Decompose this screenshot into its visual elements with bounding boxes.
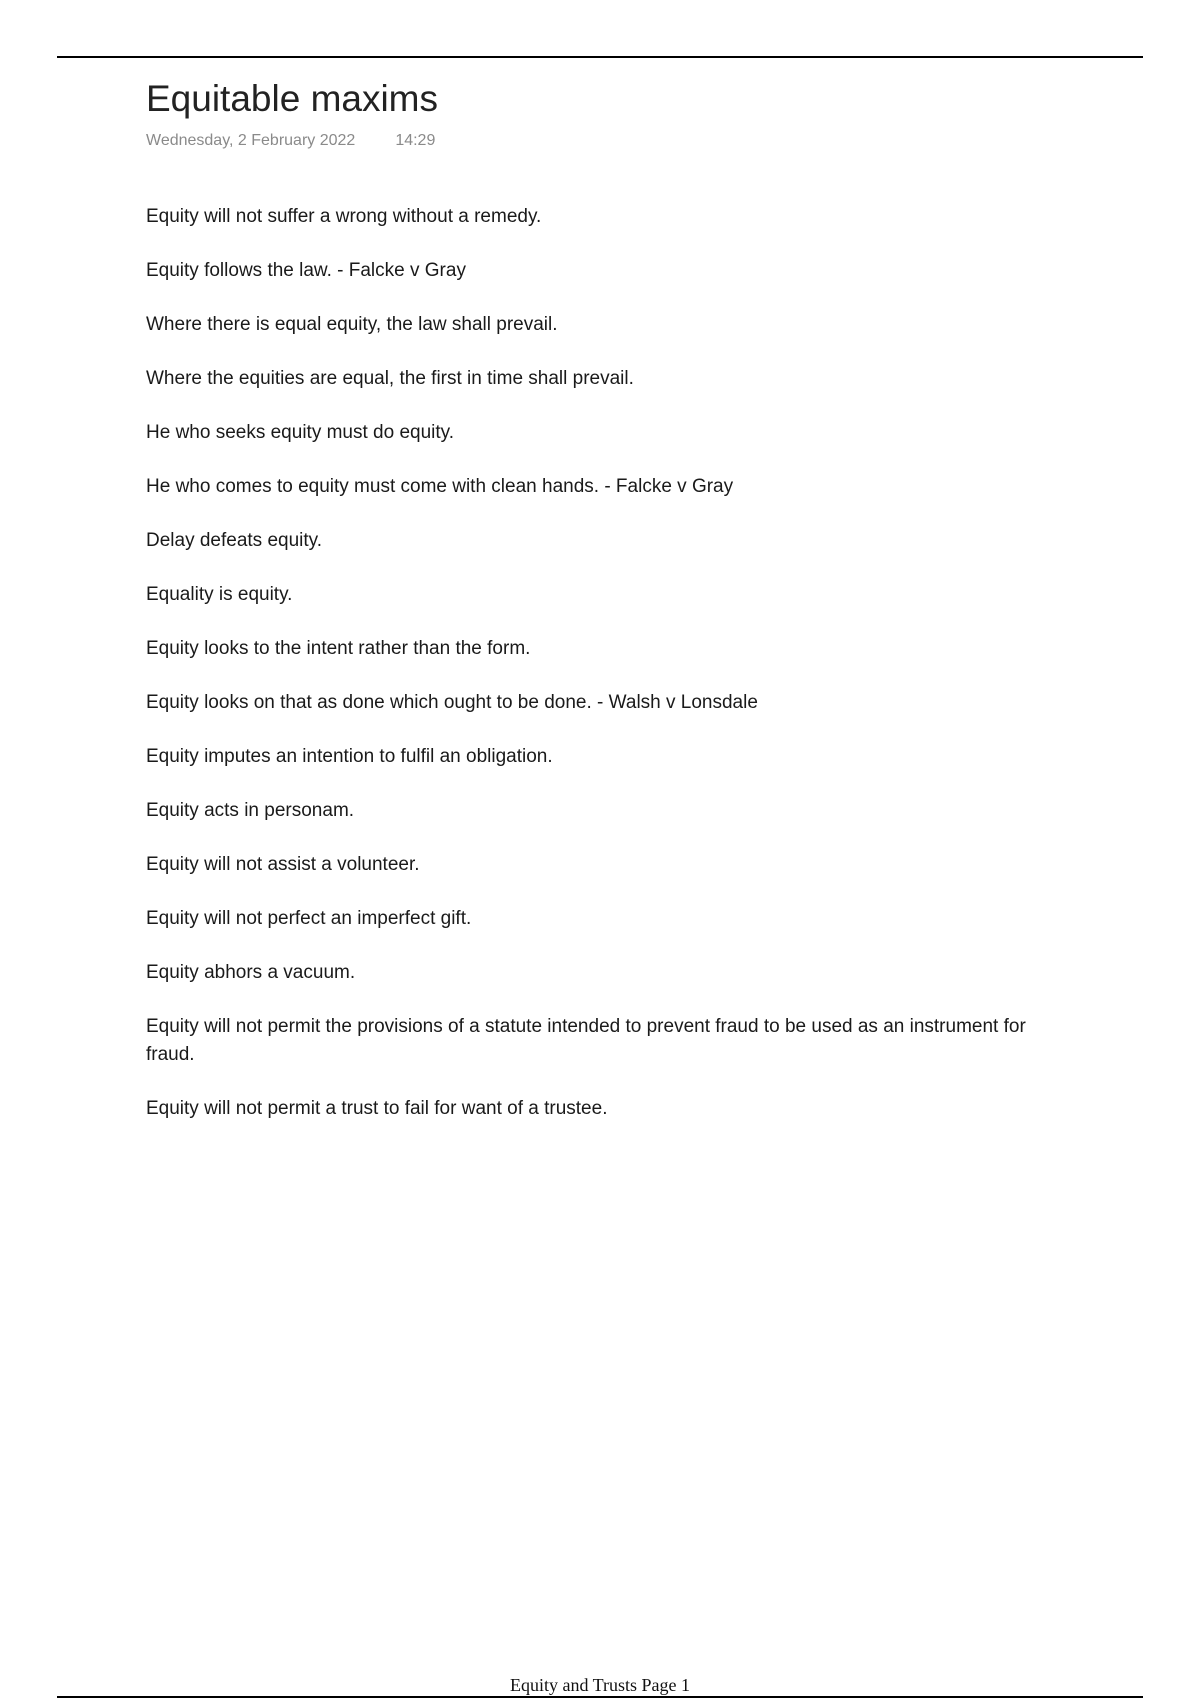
maxim-item: Equity will not permit a trust to fail for want of a trustee.: [146, 1098, 608, 1119]
page-title: Equitable maxims: [146, 78, 439, 119]
maxim-item: Equity will not suffer a wrong without a remedy.: [146, 206, 542, 227]
maxim-item: Equity will not perfect an imperfect gift.: [146, 908, 472, 929]
maxim-item: He who seeks equity must do equity.: [146, 422, 455, 443]
top-rule: [57, 56, 1143, 58]
page-footer: Equity and Trusts Page 1: [509, 1675, 691, 1695]
maxim-item: Delay defeats equity.: [146, 530, 323, 551]
maxim-item: He who comes to equity must come with clean hands. - Falcke v Gray: [146, 476, 734, 497]
maxim-item: Equality is equity.: [146, 584, 293, 605]
maxim-item: Equity follows the law. - Falcke v Gray: [146, 260, 466, 281]
note-time: 14:29: [395, 132, 436, 149]
maxims-list: [146, 203, 1046, 1149]
maxim-item: Equity will not permit the provisions of a statute intended to prevent fraud to be used as an instrument for fraud.: [146, 1016, 1026, 1065]
maxim-item: Where the equities are equal, the first in time shall prevail.: [146, 368, 634, 389]
maxim-item: Equity acts in personam.: [146, 800, 355, 821]
maxim-item: Equity looks to the intent rather than the form.: [146, 638, 531, 659]
note-date: Wednesday, 2 February 2022: [146, 132, 356, 149]
maxim-item: Equity imputes an intention to fulfil an obligation.: [146, 746, 553, 767]
note-timestamp: [146, 131, 435, 151]
maxim-item: Equity looks on that as done which ought to be done. - Walsh v Lonsdale: [146, 692, 758, 713]
maxim-item: Where there is equal equity, the law shall prevail.: [146, 314, 558, 335]
maxim-item: Equity will not assist a volunteer.: [146, 854, 420, 875]
bottom-rule: [57, 1696, 1143, 1698]
maxim-item: Equity abhors a vacuum.: [146, 962, 356, 983]
